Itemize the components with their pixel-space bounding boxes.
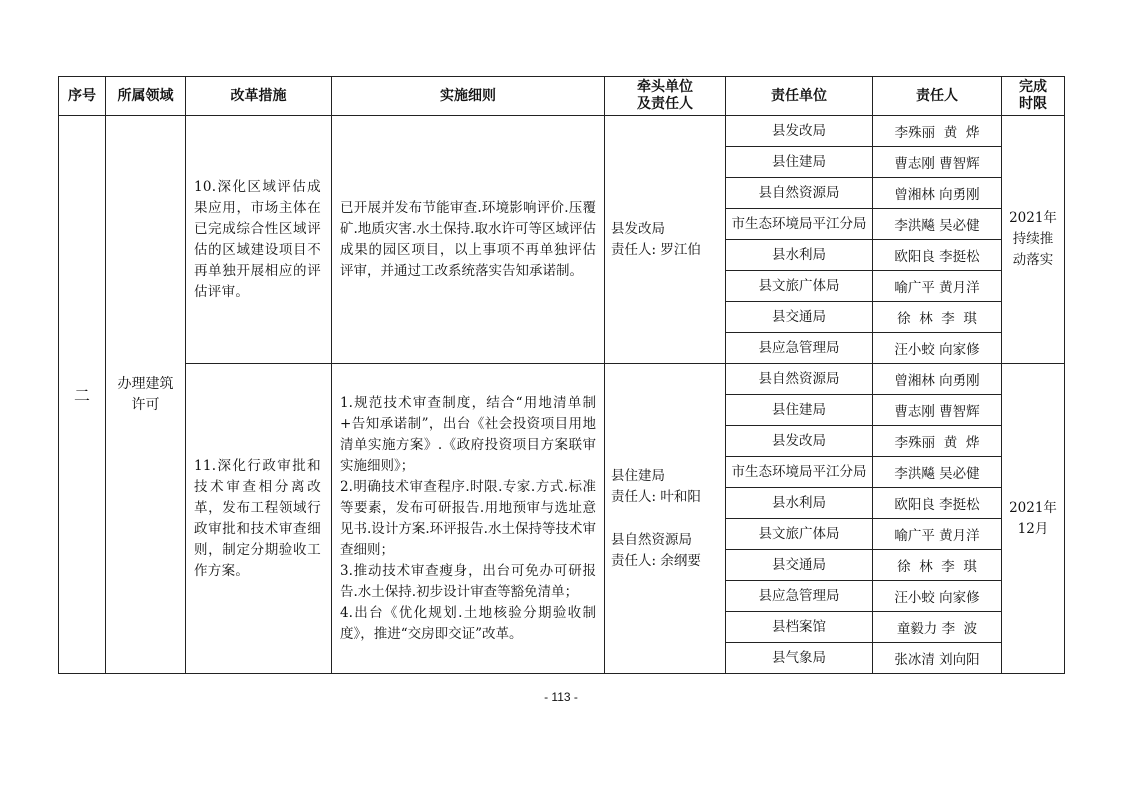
header-unit: 责任单位 bbox=[726, 77, 873, 116]
person-cell: 曾湘林 向勇刚 bbox=[873, 178, 1002, 209]
unit-cell: 县住建局 bbox=[726, 147, 873, 178]
header-field: 所属领域 bbox=[106, 77, 186, 116]
deadline-cell-11 bbox=[1002, 364, 1065, 674]
unit-cell: 县交通局 bbox=[726, 302, 873, 333]
deadline-line1: 2021年 bbox=[1009, 499, 1057, 516]
lead-person: 责任人: 叶和阳 bbox=[611, 488, 701, 505]
unit-cell: 县气象局 bbox=[726, 643, 873, 674]
person-cell: 曹志刚 曹智辉 bbox=[873, 147, 1002, 178]
person-cell: 汪小蛟 向家修 bbox=[873, 581, 1002, 612]
person-cell: 张冰清 刘向阳 bbox=[873, 643, 1002, 674]
person-cell: 欧阳良 李挺松 bbox=[873, 240, 1002, 271]
header-measure: 改革措施 bbox=[186, 77, 332, 116]
unit-cell: 县应急管理局 bbox=[726, 333, 873, 364]
header-row bbox=[59, 77, 1065, 116]
deadline-line2: 12月 bbox=[1017, 520, 1049, 537]
unit-cell: 县文旅广体局 bbox=[726, 271, 873, 302]
deadline-cell-10 bbox=[1002, 116, 1065, 364]
person-cell: 欧阳良 李挺松 bbox=[873, 488, 1002, 519]
field-line2: 许可 bbox=[131, 396, 160, 413]
unit-cell: 县应急管理局 bbox=[726, 581, 873, 612]
person-cell: 李殊丽 黄 烨 bbox=[873, 116, 1002, 147]
reform-table bbox=[58, 76, 1065, 674]
person-cell: 汪小蛟 向家修 bbox=[873, 333, 1002, 364]
sequence-cell: 二 bbox=[59, 116, 106, 674]
lead-cell-10 bbox=[605, 116, 726, 364]
header-lead bbox=[605, 77, 726, 116]
measure-cell-11: 11.深化行政审批和技术审查相分离改革，发布工程领域行政审批和技术审查细则，制定分期验收工作方案。 bbox=[186, 364, 332, 674]
person-cell: 李洪飚 吴必健 bbox=[873, 457, 1002, 488]
deadline-line3: 动落实 bbox=[1012, 252, 1054, 268]
person-cell: 童毅力 李 波 bbox=[873, 612, 1002, 643]
header-person: 责任人 bbox=[873, 77, 1002, 116]
lead-person: 责任人: 罗江伯 bbox=[611, 241, 701, 258]
lead-unit: 县发改局 bbox=[611, 220, 665, 237]
unit-cell: 县发改局 bbox=[726, 426, 873, 457]
lead-unit: 县自然资源局 bbox=[611, 531, 692, 548]
unit-cell: 县水利局 bbox=[726, 488, 873, 519]
header-lead-line1: 牵头单位 bbox=[637, 79, 693, 95]
unit-cell: 县文旅广体局 bbox=[726, 519, 873, 550]
header-seq: 序号 bbox=[59, 77, 106, 116]
person-cell: 喻广平 黄月洋 bbox=[873, 271, 1002, 302]
unit-cell: 县自然资源局 bbox=[726, 178, 873, 209]
header-deadline-line2: 时限 bbox=[1019, 96, 1047, 112]
person-cell: 徐 林 李 琪 bbox=[873, 302, 1002, 333]
person-cell: 曹志刚 曹智辉 bbox=[873, 395, 1002, 426]
field-line1: 办理建筑 bbox=[117, 375, 174, 392]
unit-cell: 市生态环境局平江分局 bbox=[726, 209, 873, 240]
deadline-line1: 2021年 bbox=[1009, 210, 1057, 226]
unit-cell: 县交通局 bbox=[726, 550, 873, 581]
lead-cell-11 bbox=[605, 364, 726, 674]
table-row bbox=[59, 364, 1065, 395]
unit-cell: 县住建局 bbox=[726, 395, 873, 426]
detail-item-3: 3.推动技术审查瘦身，出台可免办可研报告.水土保持.初步设计审查等豁免清单； bbox=[340, 562, 596, 600]
measure-cell-10: 10.深化区域评估成果应用，市场主体在已完成综合性区域评估的区域建设项目不再单独开展相应的评估评审。 bbox=[186, 116, 332, 364]
detail-item-1: 1.规范技术审查制度，结合“用地清单制+告知承诺制”，出台《社会投资项目用地清单实施方案》.《政府投资项目方案联审实施细则》； bbox=[340, 394, 596, 474]
detail-cell-11 bbox=[332, 364, 605, 674]
person-cell: 曾湘林 向勇刚 bbox=[873, 364, 1002, 395]
header-lead-line2: 及责任人 bbox=[637, 96, 693, 112]
unit-cell: 县档案馆 bbox=[726, 612, 873, 643]
detail-cell-10: 已开展并发布节能审查.环境影响评价.压覆矿.地质灾害.水土保持.取水许可等区域评估成果的园区项目，以上事项不再单独评估评审，并通过工改系统落实告知承诺制。 bbox=[332, 116, 605, 364]
person-cell: 喻广平 黄月洋 bbox=[873, 519, 1002, 550]
person-cell: 李殊丽 黄 烨 bbox=[873, 426, 1002, 457]
deadline-line2: 持续推 bbox=[1012, 231, 1054, 247]
unit-cell: 县发改局 bbox=[726, 116, 873, 147]
detail-item-2: 2.明确技术审查程序.时限.专家.方式.标准等要素，发布可研报告.用地预审与选址意见书.设计方案.环评报告.水土保持等技术审查细则； bbox=[340, 478, 596, 558]
unit-cell: 市生态环境局平江分局 bbox=[726, 457, 873, 488]
person-cell: 徐 林 李 琪 bbox=[873, 550, 1002, 581]
header-deadline-line1: 完成 bbox=[1019, 79, 1047, 95]
unit-cell: 县水利局 bbox=[726, 240, 873, 271]
table-row bbox=[59, 116, 1065, 147]
person-cell: 李洪飚 吴必健 bbox=[873, 209, 1002, 240]
unit-cell: 县自然资源局 bbox=[726, 364, 873, 395]
detail-item-4: 4.出台《优化规划.土地核验分期验收制度》，推进“交房即交证”改革。 bbox=[340, 604, 596, 642]
field-cell bbox=[106, 116, 186, 674]
lead-unit: 县住建局 bbox=[611, 467, 665, 484]
lead-person: 责任人: 余纲要 bbox=[611, 552, 701, 569]
header-detail: 实施细则 bbox=[332, 77, 605, 116]
page-number: - 113 - bbox=[544, 690, 578, 704]
header-deadline bbox=[1002, 77, 1065, 116]
